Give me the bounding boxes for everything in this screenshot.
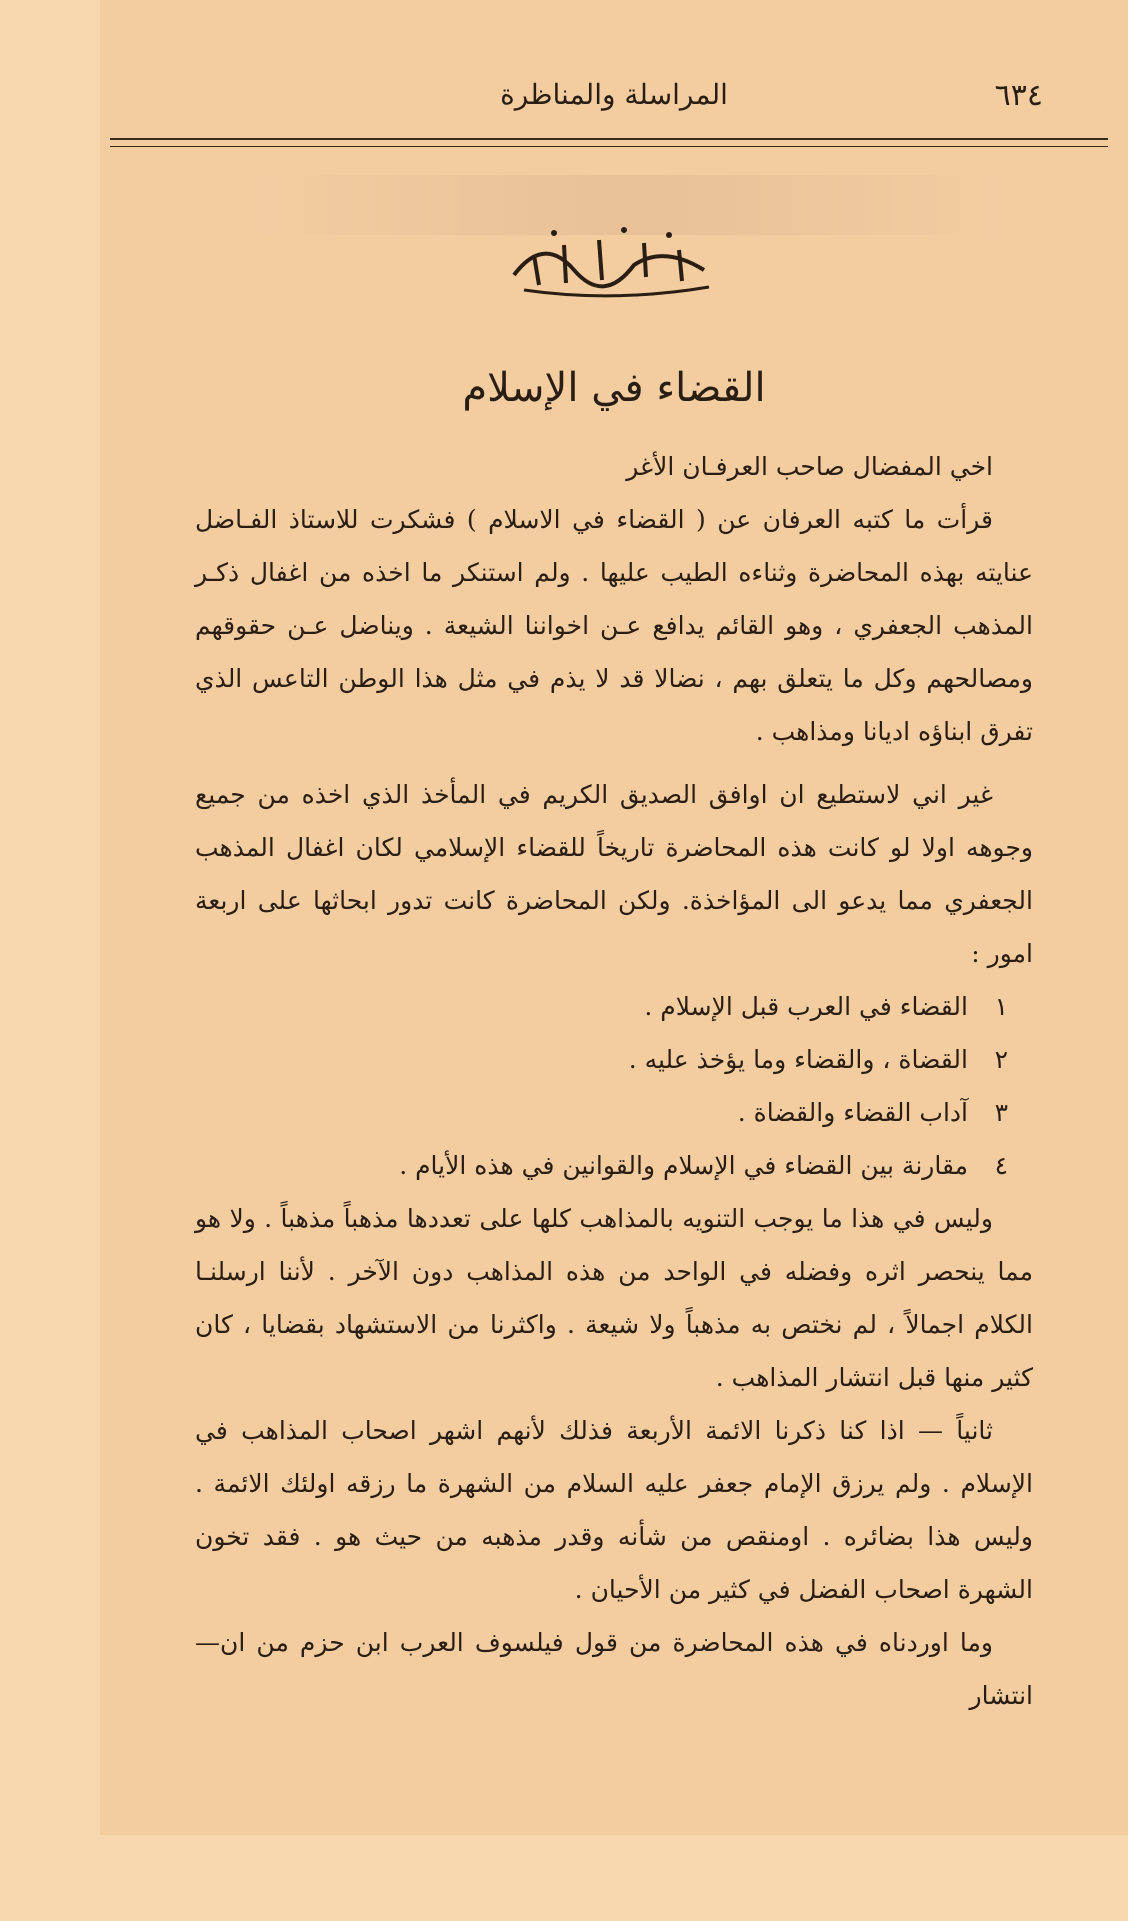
page-number: ٦٣٤ [994, 78, 1043, 113]
list-item: ١القضاء في العرب قبل الإسلام . [644, 992, 1008, 1021]
document-page [100, 0, 1128, 1835]
article-title: القضاء في الإسلام [462, 365, 766, 411]
article-body [195, 440, 1033, 1722]
paragraph: غير اني لاستطيع ان اوافق الصديق الكريم في المأخذ الذي اخذه من جميع وجوهه اولا لو كانت هذه المحاضرة تاريخاً للقضاء الإسلامي لكان اغفال المذهب الجعفري مما يدعو الى المؤاخذة. ولكن المحاضرة كانت تدور ابحاثها على اربعة امور : [195, 780, 1033, 968]
paragraph: ثانياً — اذا كنا ذكرنا الائمة الأربعة فذلك لأنهم اشهر اصحاب المذاهب في الإسلام . ولم يرزق الإمام جعفر عليه السلام من الشهرة ما رزقه اولئك الائمة . وليس هذا بضائره . اومنقص من شأنه وقدر مذهبه من حيث هو . فقد تخون الشهرة اصحاب الفضل في كثير من الأحيان . [195, 1416, 1033, 1604]
paragraph: وما اوردناه في هذه المحاضرة من قول فيلسوف العرب ابن حزم من ان—انتشار [195, 1628, 1033, 1710]
page-header [100, 70, 1128, 130]
header-rule-thin [110, 146, 1108, 147]
topic-list [195, 980, 1033, 1192]
salutation: اخي المفضال صاحب العرفـان الأغر [626, 452, 993, 481]
section-calligraphy-logo [100, 215, 1128, 305]
paragraph: وليس في هذا ما يوجب التنويه بالمذاهب كلها على تعددها مذهباً مذهباً . ولا هو مما ينحصر اثره وفضله في الواحد من هذه المذاهب دون الآخر . لأننا ارسلنـا الكلام اجمالاً ، لم نختص به مذهباً ولا شيعة . واكثرنا من الاستشهاد بقضايا ، كان كثير منها قبل انتشار المذاهب . [195, 1204, 1033, 1392]
calligraphy-icon [504, 215, 724, 305]
header-rule [110, 138, 1108, 140]
paragraph: قرأت ما كتبه العرفان عن ( القضاء في الاسلام ) فشكرت للاستاذ الفـاضل عنايته بهذه المحاضرة وثناءه الطيب عليها . ولم استنكر ما اخذه من اغفال ذكـر المذهب الجعفري ، وهو القائم يدافع عـن اخواننا الشيعة . ويناضل عـن حقوقهم ومصالحهم وكل ما يتعلق بهم ، نضالا قد لا يذم في مثل هذا الوطن التاعس الذي تفرق ابناؤه اديانا ومذاهب . [195, 505, 1034, 746]
list-item: ٢القضاة ، والقضاء وما يؤخذ عليه . [628, 1045, 1008, 1074]
list-item: ٤مقارنة بين القضاء في الإسلام والقوانين في هذه الأيام . [399, 1151, 1008, 1180]
running-title: المراسلة والمناظرة [500, 78, 728, 111]
list-item: ٣آداب القضاء والقضاة . [737, 1098, 1008, 1127]
